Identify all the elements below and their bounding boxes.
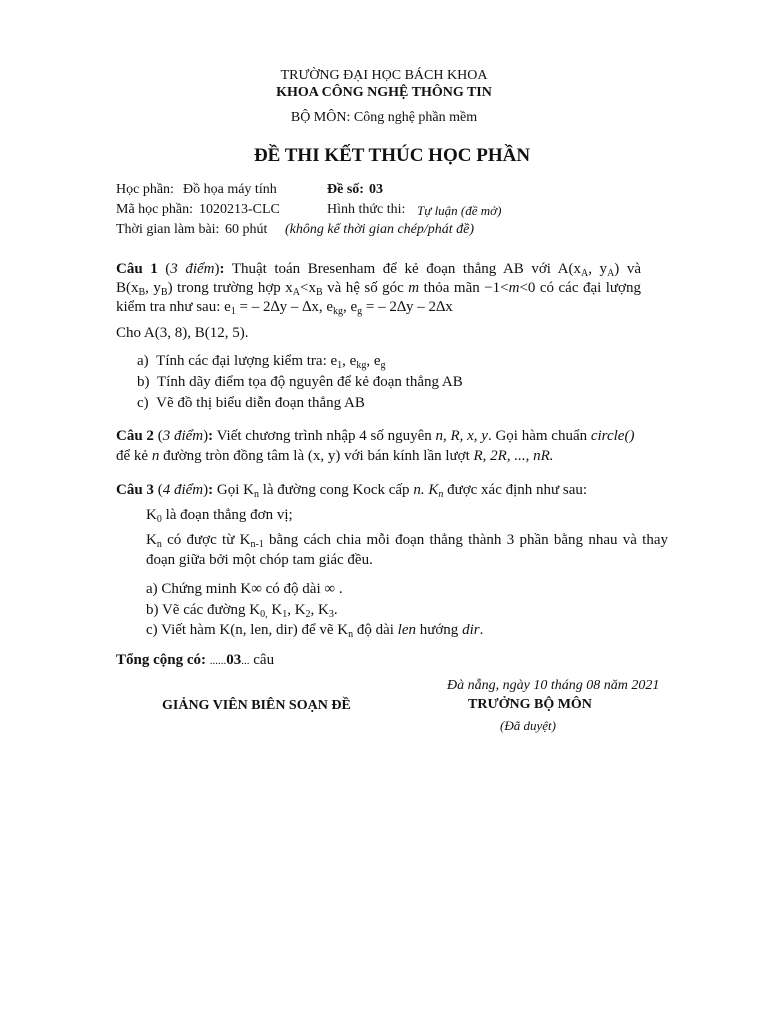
lecturer-signature-title: GIẢNG VIÊN BIÊN SOẠN ĐỀ	[162, 698, 351, 713]
total-questions: Tổng cộng có: ......03... câu	[116, 652, 275, 668]
question-2-label: Câu 2	[116, 428, 154, 444]
question-3-item-b: b) Vẽ các đường $K_{0,}$ $K_1$, $K_2$, $K_3$.	[146, 602, 338, 620]
duration-note: (không kể thời gian chép/phát đề)	[285, 222, 475, 237]
university-name: TRƯỜNG ĐẠI HỌC BÁCH KHOA	[280, 68, 488, 83]
department-name: BỘ MÔN: Công nghệ phần mềm	[290, 110, 478, 125]
faculty-name: KHOA CÔNG NGHỆ THÔNG TIN	[276, 85, 492, 100]
department-head-signature-title: TRƯỞNG BỘ MÔN	[468, 697, 592, 712]
question-2-points: 3 điểm	[162, 428, 204, 444]
question-1-item-c: c) Vẽ đồ thị biểu diễn đoạn thẳng AB	[137, 395, 365, 411]
question-1-line-3: kiểm tra như sau: $e_1$ = – 2∆y – ∆x, $e_{kg}$, $e_g$ = – 2∆y – 2∆x	[116, 299, 453, 317]
question-1-item-b: b) Tính dãy điểm tọa độ nguyên để kẻ đoạn thẳng AB	[137, 374, 463, 390]
exam-title: ĐỀ THI KẾT THÚC HỌC PHẦN	[253, 145, 531, 166]
duration-value: 60 phút	[225, 222, 268, 237]
exam-format-value: Tự luận (đề mở)	[417, 203, 502, 218]
total-count: 03	[226, 652, 242, 668]
question-1-points: 3 điểm	[170, 261, 215, 277]
exam-number-value: 03	[369, 182, 383, 197]
question-1-line-1: Câu 1 (3 điểm): Thuật toán Bresenham để kẻ đoạn thẳng AB với $A(x_A$, $y_A$) và	[116, 261, 642, 279]
question-2-line-1: Câu 2 (3 điểm): Viết chương trình nhập 4 số nguyên n, R, x, y. Gọi hàm chuẩn circle()	[116, 428, 635, 444]
exam-format-label: Hình thức thi:	[327, 202, 406, 217]
exam-number-label: Đề số:	[327, 182, 364, 197]
question-3-item-c: c) Viết hàm K(n, len, dir) để vẽ $K_n$ độ dài len hướng dir.	[146, 622, 484, 640]
question-3-kn-line-2: đoạn giữa bởi một chóp tam giác đều.	[146, 552, 373, 568]
approval-note: (Đã duyệt)	[500, 718, 556, 733]
question-3-label: Câu 3	[116, 482, 154, 498]
question-1-item-a: a) Tính các đại lượng kiểm tra: $e_1$, $e_{kg}$, $e_g$	[137, 353, 386, 371]
total-label: Tổng cộng có:	[116, 652, 206, 668]
course-label: Học phần:	[116, 182, 174, 197]
place-date: Đà nẵng, ngày 10 tháng 08 năm 2021	[447, 678, 660, 693]
course-code-label: Mã học phần:	[116, 202, 193, 217]
question-1-label: Câu 1	[116, 261, 158, 277]
question-3-item-a: a) Chứng minh K∞ có độ dài ∞ .	[146, 581, 343, 597]
question-2-line-2: để kẻ n đường tròn đồng tâm là (x, y) với bán kính lần lượt R, 2R, ..., nR.	[116, 448, 554, 464]
question-3-intro: Câu 3 (4 điểm): Gọi $K_n$ là đường cong Kock cấp n. $K_n$ được xác định như sau:	[116, 482, 588, 500]
question-1-line-2: $B(x_B$, $y_B$) trong trường hợp $x_A<x_B$ và hệ số góc m thỏa mãn −1<m<0 có các đại lượng	[116, 280, 641, 298]
question-3-points: 4 điểm	[162, 482, 204, 498]
question-1-given: Cho A(3, 8), B(12, 5).	[116, 325, 249, 341]
duration-label: Thời gian làm bài:	[116, 222, 220, 237]
question-3-kn-line-1: $K_n$ có được từ $K_{n-1}$ bằng cách chia mỗi đoạn thẳng thành 3 phần bằng nhau và thay	[146, 532, 668, 550]
course-code-value: 1020213-CLC	[199, 202, 280, 217]
course-value: Đồ họa máy tính	[183, 182, 277, 197]
question-3-k0: $K_0$ là đoạn thẳng đơn vị;	[146, 507, 293, 525]
